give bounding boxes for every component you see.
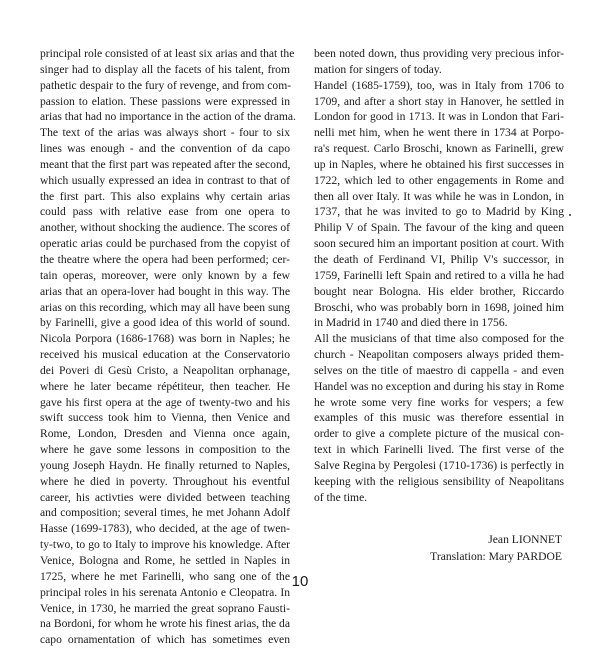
- text-line: 1759, Farinelli left Spain and retired to a villa he had: [314, 268, 564, 282]
- text-line: up in Naples, where he obtained his first successes in: [314, 157, 564, 171]
- text-line: which usually expressed an idea in contrast to that of: [40, 173, 290, 187]
- text-line: he wrote some very fine works for vespers; a few: [314, 395, 564, 409]
- text-line: the theatre where the opera had been performed; cer-: [40, 252, 290, 266]
- text-line: church - Neapolitan composers always prided them-: [314, 348, 564, 362]
- text-line: by Farinelli, give a good idea of this world of sound.: [40, 316, 290, 330]
- text-line: The text of the arias was always short - four to six: [40, 126, 290, 140]
- text-line: been noted down, thus providing very precious infor-: [314, 47, 564, 60]
- text-line: tain operas, moreover, were only known by a few: [40, 268, 290, 282]
- text-line: examples of this music was therefore essential in: [314, 411, 564, 425]
- text-line: ty-two, to go to Italy to improve his knowledge. After: [40, 538, 290, 552]
- text-line: Broschi, who was probably born in 1698, joined him: [314, 300, 564, 314]
- text-line: the first part. This also explains why certain arias: [40, 189, 290, 203]
- text-line: and composition; several times, he met Johann Adolf: [40, 506, 290, 520]
- text-line: where he died in poverty. Throughout his eventful: [40, 474, 290, 488]
- text-line: arias on this recording, which may all have been sung: [40, 300, 290, 314]
- text-line: young Joseph Haydn. He finally returned to Naples,: [40, 458, 290, 472]
- text-line: bought near Bologna. His elder brother, Riccardo: [314, 284, 564, 298]
- text-line: principal role consisted of at least six arias and that the: [40, 47, 295, 60]
- text-line: order to give a complete picture of the musical con-: [314, 427, 564, 441]
- text-line: soon secured him an important position at court. With: [314, 237, 564, 251]
- text-line: singer had to display all the facets of his talent, from: [40, 62, 290, 76]
- text-line: Rome, London, Dresden and Vienna once again,: [40, 427, 290, 441]
- text-line: received his musical education at the Conservatorio: [40, 348, 290, 362]
- text-line: then all over Italy. It was while he was in London, in: [314, 189, 564, 203]
- text-line: of the time.: [314, 490, 368, 504]
- text-line: another, without shocking the audience. The scores of: [40, 221, 290, 235]
- text-line: Handel (1685-1759), too, was in Italy from 1706 to: [314, 78, 564, 92]
- text-line: in Madrid in 1740 and died there in 1756.: [314, 316, 508, 330]
- text-line: pathetic despair to the fury of revenge, and from com-: [40, 78, 292, 92]
- text-line: Nicola Porpora (1686-1768) was born in Naples; he: [40, 332, 290, 346]
- text-line: na Bordoni, for whom he wrote his finest arias, the da: [40, 617, 290, 631]
- text-line: 1737, that he was invited to go to Madrid by King: [314, 205, 564, 219]
- text-line: where he later became répétiteur, then teacher. He: [40, 379, 290, 393]
- text-line: gave his first opera at the age of twenty-two and his: [40, 395, 290, 409]
- text-line: text in which Farinelli lived. The first verse of the: [314, 443, 564, 457]
- text-line: operatic arias could be purchased from the copyist of: [40, 237, 290, 251]
- text-line: nelli met him, when he went there in 1734 at Porpo-: [314, 126, 564, 140]
- page-number: 10: [291, 573, 309, 590]
- print-speck: [569, 214, 571, 216]
- text-line: the death of Ferdinand VI, Philip V's successor, in: [314, 252, 564, 266]
- text-line: Handel was no exception and during his stay in Rome: [314, 379, 565, 393]
- text-line: arias that had no importance in the action of the drama.: [40, 110, 296, 124]
- text-line: passion to elation. These passions were expressed in: [40, 94, 290, 108]
- right-text-column: [314, 46, 564, 505]
- text-line: Philip V of Spain. The favour of the king and queen: [314, 221, 564, 235]
- text-line: London for good in 1713. It was in London that Fari-: [314, 110, 564, 124]
- text-line: keeping with the religious sensibility of Neapolitans: [314, 474, 564, 488]
- text-line: All the musicians of that time also composed for the: [314, 332, 564, 346]
- text-line: where he gave some lessons in composition to the: [40, 443, 290, 457]
- text-line: career, his activties were divided between teaching: [40, 490, 290, 504]
- credits: [430, 531, 562, 565]
- text-line: Salve Regina by Pergolesi (1710-1736) is perfectly in: [314, 458, 564, 472]
- text-line: lines was enough - and the convention of da capo: [40, 142, 290, 156]
- text-line: dei Poveri di Gesù Cristo, a Neapolitan orphanage,: [40, 363, 290, 377]
- translator-credit: Translation: Mary PARDOE: [430, 550, 562, 563]
- text-line: principal roles in his serenata Antonio e Cleopatra. In: [40, 585, 290, 599]
- text-line: 1722, which led to other engagements in Rome and: [314, 173, 564, 187]
- text-line: mation for singers of today.: [314, 62, 442, 76]
- text-line: Venice, in 1730, he married the great soprano Fausti-: [40, 601, 290, 615]
- text-line: swift success took him to Vienna, then Venice and: [40, 411, 290, 425]
- text-line: Hasse (1699-1783), who decided, at the age of twen-: [40, 522, 290, 536]
- text-line: Venice, Bologna and Rome, he settled in Naples in: [40, 554, 290, 567]
- text-line: capo ornamentation of which has sometimes even: [40, 633, 290, 647]
- text-line: ra's request. Carlo Broschi, known as Farinelli, grew: [314, 142, 564, 156]
- text-line: arias that an opera-lover had bought in this way. The: [40, 284, 290, 298]
- text-line: 1725, where he met Farinelli, who sang one of the: [40, 569, 290, 583]
- text-line: meant that the first part was repeated after the second,: [40, 157, 291, 171]
- text-line: selves on the title of maestro di cappella - and even: [314, 363, 564, 377]
- text-line: 1709, and after a short stay in Hanover, he settled in: [314, 94, 564, 108]
- author-name: Jean LIONNET: [488, 533, 562, 546]
- text-line: could pass with relative ease from one opera to: [40, 205, 290, 219]
- left-text-column: [40, 46, 296, 648]
